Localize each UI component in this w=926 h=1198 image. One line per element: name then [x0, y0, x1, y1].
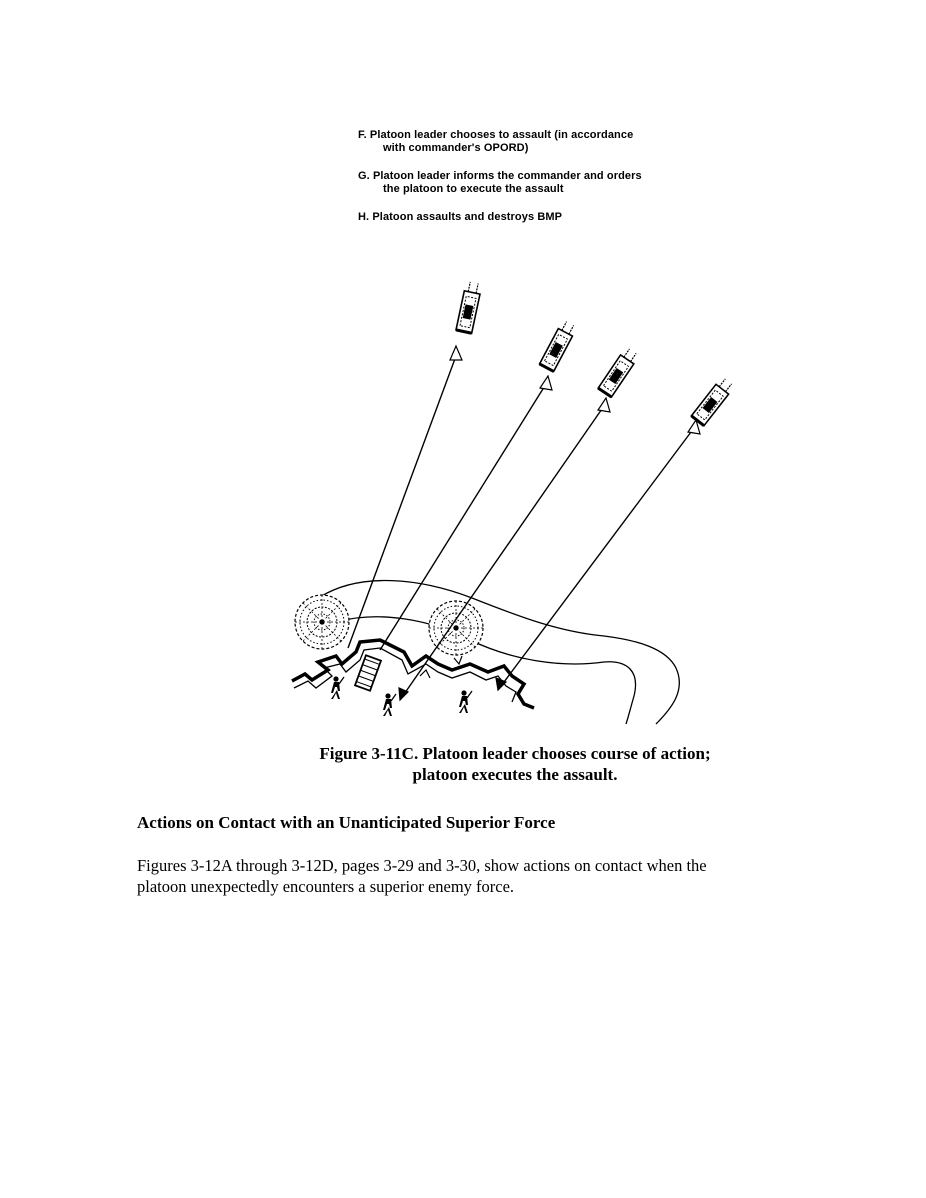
step-f-line2: with commander's OPORD)	[383, 142, 529, 154]
arrow-mark	[454, 656, 462, 664]
trench-line	[292, 640, 534, 708]
tank-icon	[598, 347, 639, 397]
paragraph-line-2: platoon unexpectedly encounters a superior enemy force.	[137, 877, 515, 896]
body-paragraph	[137, 855, 797, 897]
fire-line	[400, 406, 604, 700]
tank-icon	[456, 281, 482, 333]
arrow-mark	[420, 670, 430, 678]
step-f-line1: F. Platoon leader chooses to assault (in accordance	[358, 129, 634, 141]
soldier-icon	[383, 693, 396, 716]
fire-line	[348, 356, 456, 648]
soldier-icon	[459, 690, 472, 713]
arrowhead-icon	[496, 678, 506, 690]
step-g-line1: G. Platoon leader informs the commander and orders	[358, 170, 642, 182]
section-heading: Actions on Contact with an Unanticipated Superior Force	[137, 813, 556, 832]
arrowhead-icon	[598, 398, 610, 412]
caption-line-2: platoon executes the assault.	[412, 765, 618, 784]
arrowhead-icon	[540, 376, 552, 390]
arrowhead-icon	[450, 346, 462, 360]
paragraph-line-1: Figures 3-12A through 3-12D, pages 3-29 and 3-30, show actions on contact when the	[137, 856, 707, 875]
tank-icon	[691, 376, 734, 425]
step-h-line1: H. Platoon assaults and destroys BMP	[358, 211, 563, 223]
step-g-line2: the platoon to execute the assault	[383, 183, 564, 195]
figure-caption	[260, 743, 770, 785]
fire-line	[498, 428, 694, 690]
tree-icon	[295, 595, 349, 649]
caption-line-1: Figure 3-11C. Platoon leader chooses course of action;	[319, 744, 711, 763]
tank-icon	[540, 320, 578, 372]
soldier-icon	[331, 676, 344, 699]
